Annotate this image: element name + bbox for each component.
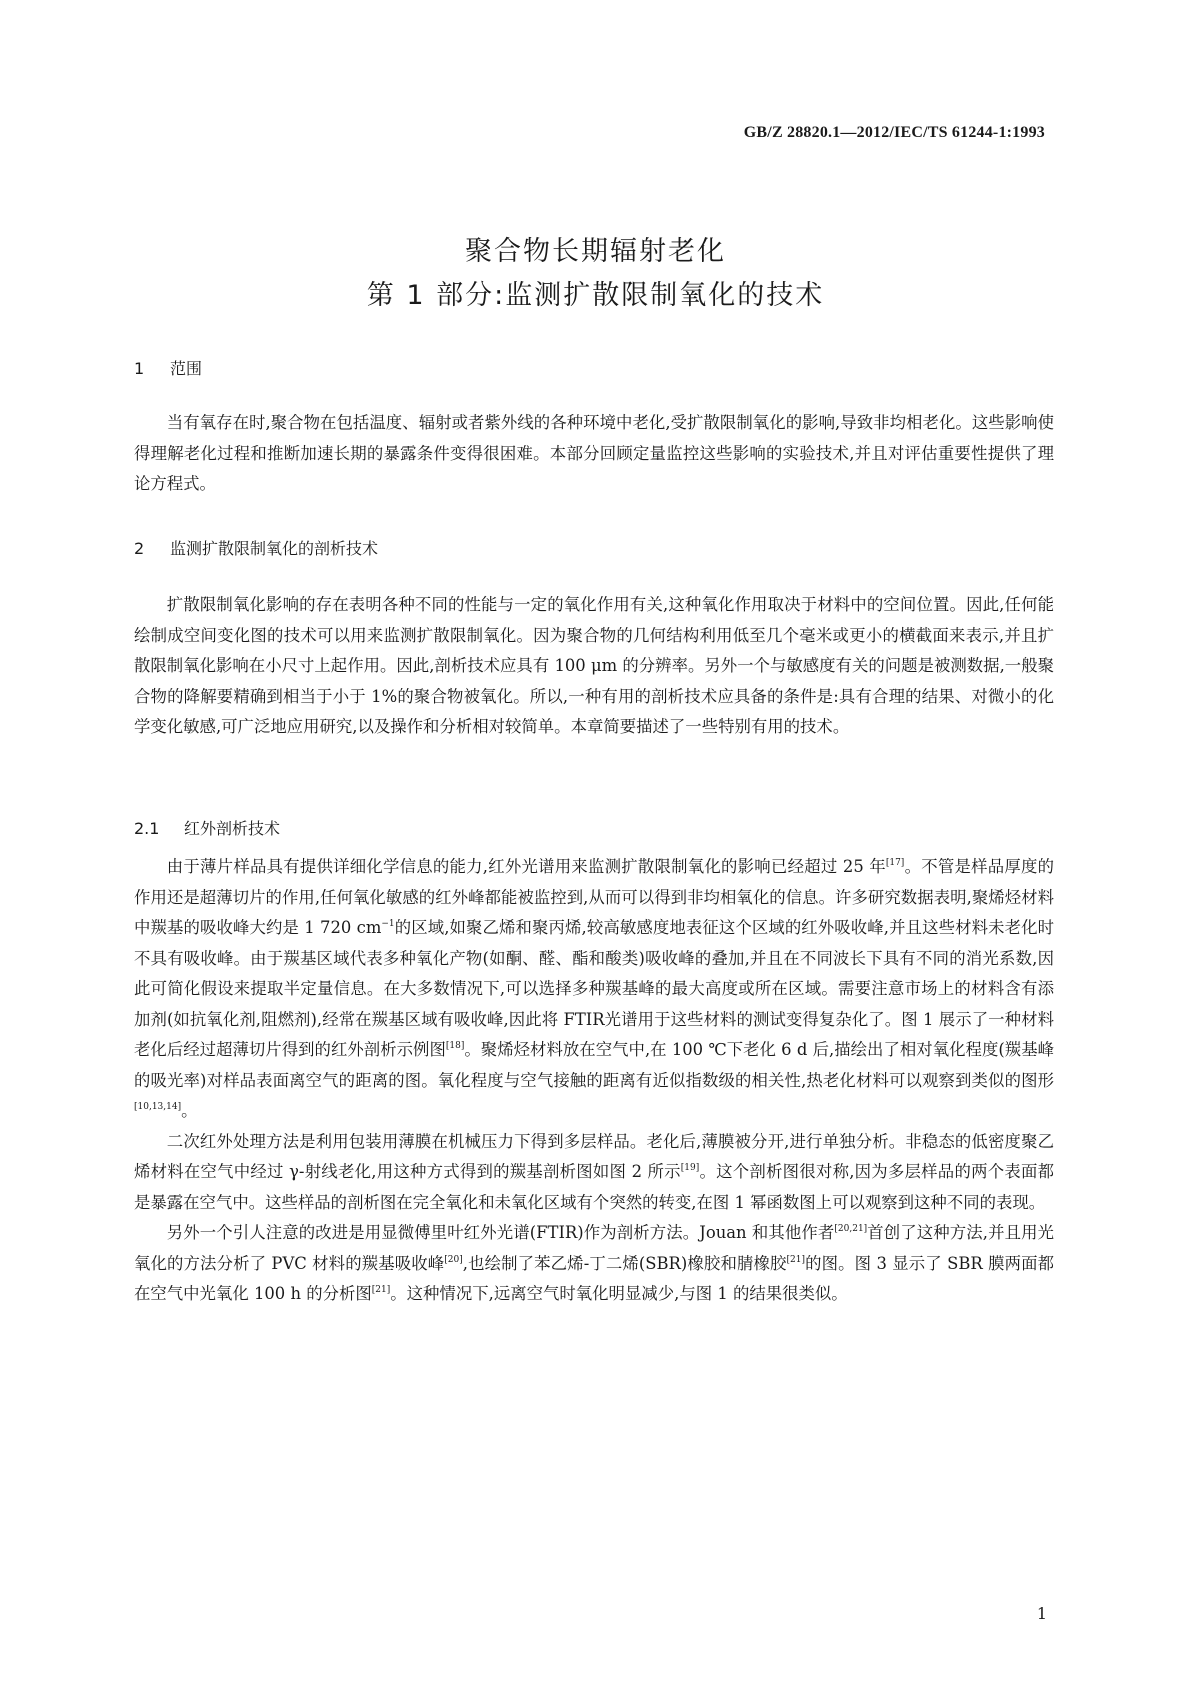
section-2-1-body — [134, 852, 1054, 1310]
paragraph: 扩散限制氧化影响的存在表明各种不同的性能与一定的氧化作用有关,这种氧化作用取决于材料中的空间位置。因此,任何能绘制成空间变化图的技术可以用来监测扩散限制氧化。因为聚合物的几何结构利用低至几个毫米或更小的横截面来表示,并且扩散限制氧化影响在小尺寸上起作用。因此,剖析技术应具有 100 μm 的分辨率。另外一个与敏感度有关的问题是被测数据,一般聚合物的降解要精确到相当于小于 1%的聚合物被氧化。所以,一种有用的剖析技术应具备的条件是:具有合理的结果、对微小的化学变化敏感,可广泛地应用研究,以及操作和分析相对较简单。本章简要描述了一些特别有用的技术。 — [134, 595, 1054, 736]
section-heading-2 — [134, 536, 378, 559]
paragraph — [134, 1127, 1054, 1219]
citation: [10,13,14] — [134, 1102, 182, 1112]
section-1-body — [134, 408, 1054, 500]
text-run: 的图。图 3 显示了 SBR 膜两面都在空气中光氧化 100 h 的分析图 — [134, 1253, 1054, 1303]
standard-code: GB/Z 28820.1—2012/IEC/TS 61244-1:1993 — [743, 124, 1045, 141]
text-run: 。不管是样品厚度的作用还是超薄切片的作用,任何氧化敏感的红外峰都能被监控到,从而可以得到非均相氧化的信息。许多研究数据表明,聚烯烃材料中羰基的吸收峰大约是 1 720 cm — [134, 857, 1055, 937]
section-title: 监测扩散限制氧化的剖析技术 — [170, 539, 379, 558]
citation: [18] — [445, 1041, 465, 1051]
text-run: 。聚烯烃材料放在空气中,在 100 ℃下老化 6 d 后,描绘出了相对氧化程度(羰基峰的吸光率)对样品表面离空气的距离的图。氧化程度与空气接触的距离有近似指数级的相关性,热老化材料可以观察到类似的图形 — [134, 1040, 1054, 1090]
section-number: 2 — [134, 539, 145, 558]
unit-exponent: −1 — [381, 919, 395, 929]
citation: [21] — [786, 1254, 805, 1265]
section-number: 1 — [134, 359, 145, 378]
section-heading-2-1 — [134, 816, 280, 839]
section-heading-1 — [134, 356, 202, 379]
paragraph: 当有氧存在时,聚合物在包括温度、辐射或者紫外线的各种环境中老化,受扩散限制氧化的影响,导致非均相老化。这些影响使得理解老化过程和推断加速长期的暴露条件变得很困难。本部分回顾定量监控这些影响的实验技术,并且对评估重要性提供了理论方程式。 — [134, 413, 1054, 493]
text-run: 由于薄片样品具有提供详细化学信息的能力,红外光谱用来监测扩散限制氧化的影响已经超过 25 年 — [166, 857, 886, 876]
citation: [20] — [444, 1254, 463, 1265]
text-run: 。 — [181, 1101, 198, 1120]
section-title: 范围 — [170, 359, 203, 378]
citation: [20,21] — [834, 1224, 868, 1234]
text-run: 。这种情况下,远离空气时氧化明显减少,与图 1 的结果很类似。 — [390, 1284, 848, 1303]
text-run: 的区域,如聚乙烯和聚丙烯,较高敏感度地表征这个区域的红外吸收峰,并且这些材料未老化时不具有吸收峰。由于羰基区域代表多种氧化产物(如酮、醛、酯和酸类)吸收峰的叠加,并且在不同波长下具有不同的消光系数,因此可简化假设来提取半定量信息。在大多数情况下,可以选择多种羰基峰的最大高度或所在区域。需要注意市场上的材料含有添加剂(如抗氧化剂,阻燃剂),经常在羰基区域有吸收峰,因此将 FTIR光谱用于这些材料的测试变得复杂化了。图 1 展示了一种材料老化后经过超薄切片得到的红外剖析示例图 — [134, 918, 1054, 1059]
section-number: 2.1 — [134, 819, 160, 838]
citation: [19] — [680, 1163, 700, 1173]
paragraph — [134, 1218, 1054, 1310]
text-run: ,也绘制了苯乙烯-丁二烯(SBR)橡胶和腈橡胶 — [462, 1253, 787, 1273]
citation: [17] — [885, 858, 905, 868]
citation: [21] — [371, 1285, 391, 1295]
section-title: 红外剖析技术 — [184, 819, 281, 838]
page-number: 1 — [1036, 1604, 1047, 1623]
document-subtitle: 第 1 部分:监测扩散限制氧化的技术 — [366, 280, 825, 311]
document-title: 聚合物长期辐射老化 — [465, 236, 726, 267]
section-2-body — [134, 590, 1054, 743]
text-run: 另外一个引人注意的改进是用显微傅里叶红外光谱(FTIR)作为剖析方法。Jouan 和其他作者 — [166, 1223, 835, 1242]
text-run: 。这个剖析图很对称,因为多层样品的两个表面都是暴露在空气中。这些样品的剖析图在完全氧化和未氧化区域有个突然的转变,在图 1 幂函数图上可以观察到这种不同的表现。 — [134, 1162, 1054, 1212]
text-run: 二次红外处理方法是利用包装用薄膜在机械压力下得到多层样品。老化后,薄膜被分开,进行单独分析。非稳态的低密度聚乙烯材料在空气中经过 γ-射线老化,用这种方式得到的羰基剖析图如图 2 所示 — [134, 1131, 1054, 1181]
paragraph — [134, 852, 1054, 1127]
text-run: 首创了这种方法,并且用光氧化的方法分析了 PVC 材料的羰基吸收峰 — [134, 1223, 1054, 1273]
